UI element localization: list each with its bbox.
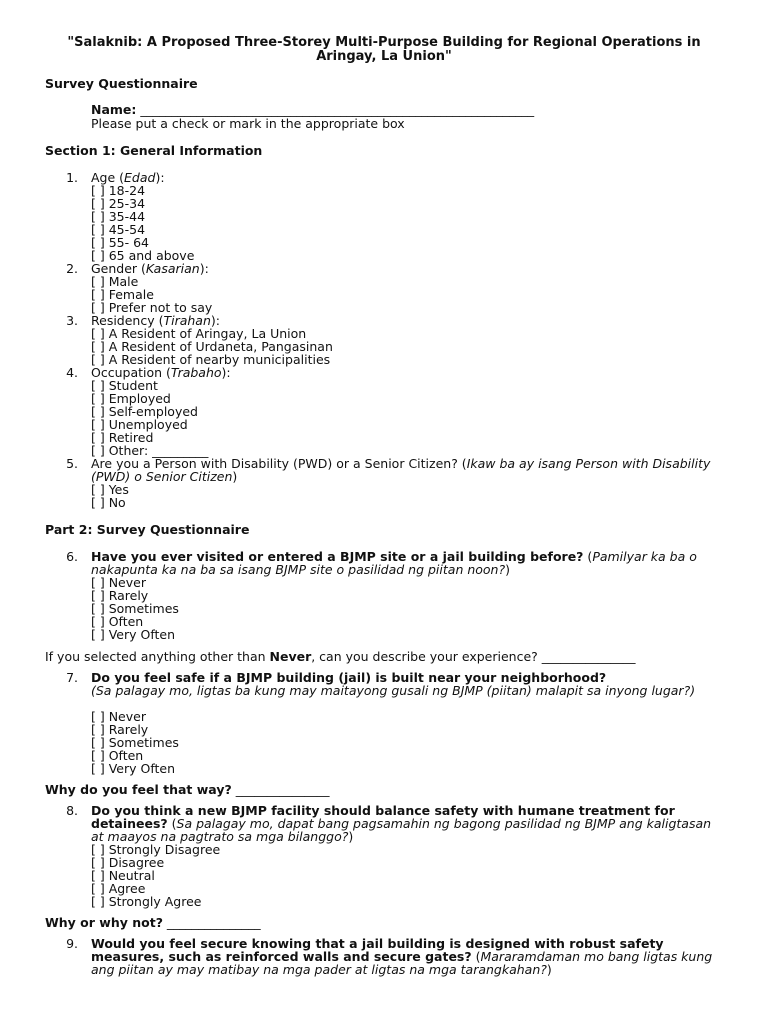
option-checkbox[interactable]: [ ] Never bbox=[91, 709, 146, 724]
survey-subtitle: Survey Questionnaire bbox=[45, 76, 198, 91]
followup-why-or-why-not[interactable]: Why or why not? _______________ bbox=[45, 915, 261, 930]
option-checkbox[interactable]: [ ] Self-employed bbox=[91, 404, 198, 419]
section-1-heading: Section 1: General Information bbox=[45, 143, 263, 158]
option-checkbox[interactable]: [ ] Often bbox=[91, 748, 144, 763]
option-checkbox[interactable]: [ ] No bbox=[91, 495, 126, 510]
question-number: 3. bbox=[66, 313, 78, 328]
option-checkbox[interactable]: [ ] Agree bbox=[91, 881, 146, 896]
question-age: Age (Edad): bbox=[91, 170, 165, 185]
option-checkbox[interactable]: [ ] A Resident of Urdaneta, Pangasinan bbox=[91, 339, 333, 354]
option-checkbox[interactable]: [ ] Sometimes bbox=[91, 601, 179, 616]
question-feel-safe: Do you feel safe if a BJMP building (jail) is built near your neighborhood? (Sa palagay mo, ligtas ba kung may maitayong gusali ng BJMP (piitan) malapit sa inyong lugar?) bbox=[91, 670, 696, 698]
option-checkbox[interactable]: [ ] 18-24 bbox=[91, 183, 146, 198]
question-visited-bjmp: Have you ever visited or entered a BJMP site or a jail building before? (Pamilyar ka ba o nakapunta ka na ba sa isang BJMP site o pasilidad ng piitan noon?) bbox=[91, 549, 697, 577]
name-row bbox=[91, 103, 534, 116]
option-checkbox[interactable]: [ ] 25-34 bbox=[91, 196, 146, 211]
question-number: 6. bbox=[66, 549, 78, 564]
followup-why-feel[interactable]: Why do you feel that way? _______________ bbox=[45, 782, 330, 797]
option-checkbox[interactable]: [ ] Male bbox=[91, 274, 139, 289]
question-occupation: Occupation (Trabaho): bbox=[91, 365, 231, 380]
question-number: 2. bbox=[66, 261, 78, 276]
option-checkbox[interactable]: [ ] Often bbox=[91, 614, 144, 629]
option-checkbox[interactable]: [ ] A Resident of Aringay, La Union bbox=[91, 326, 307, 341]
question-number: 5. bbox=[66, 456, 78, 471]
document-title: "Salaknib: A Proposed Three-Storey Multi-Purpose Building for Regional Operations in Aringay, La Union" bbox=[67, 35, 701, 64]
option-checkbox[interactable]: [ ] Very Often bbox=[91, 761, 176, 776]
option-checkbox[interactable]: [ ] Female bbox=[91, 287, 154, 302]
question-gender: Gender (Kasarian): bbox=[91, 261, 209, 276]
option-checkbox[interactable]: [ ] 55- 64 bbox=[91, 235, 149, 250]
question-residency: Residency (Tirahan): bbox=[91, 313, 220, 328]
option-checkbox[interactable]: [ ] Retired bbox=[91, 430, 154, 445]
question-number: 1. bbox=[66, 170, 78, 185]
option-checkbox[interactable]: [ ] Employed bbox=[91, 391, 171, 406]
option-checkbox[interactable]: [ ] Strongly Agree bbox=[91, 894, 202, 909]
option-checkbox[interactable]: [ ] Unemployed bbox=[91, 417, 188, 432]
name-blank[interactable]: _______________________________________________________________ bbox=[140, 102, 535, 117]
option-checkbox[interactable]: [ ] Prefer not to say bbox=[91, 300, 213, 315]
option-checkbox[interactable]: [ ] Sometimes bbox=[91, 735, 179, 750]
option-checkbox[interactable]: [ ] A Resident of nearby municipalities bbox=[91, 352, 331, 367]
instruction-text: Please put a check or mark in the appropriate box bbox=[91, 116, 405, 131]
question-balance-safety: Do you think a new BJMP facility should balance safety with humane treatment for detainees? (Sa palagay mo, dapat bang pagsamahin ng bagong pasilidad ng BJMP ang kaligtasan at maayos na pagtrato sa mga bilanggo?) bbox=[91, 803, 712, 844]
option-checkbox[interactable]: [ ] Very Often bbox=[91, 627, 176, 642]
question-number: 9. bbox=[66, 936, 78, 951]
option-checkbox[interactable]: [ ] 35-44 bbox=[91, 209, 146, 224]
option-checkbox[interactable]: [ ] Other: _________ bbox=[91, 443, 209, 458]
option-checkbox[interactable]: [ ] Yes bbox=[91, 482, 129, 497]
question-number: 4. bbox=[66, 365, 78, 380]
option-checkbox[interactable]: [ ] Rarely bbox=[91, 588, 149, 603]
option-checkbox[interactable]: [ ] Neutral bbox=[91, 868, 155, 883]
part-2-heading: Part 2: Survey Questionnaire bbox=[45, 522, 250, 537]
option-checkbox[interactable]: [ ] Rarely bbox=[91, 722, 149, 737]
option-checkbox[interactable]: [ ] Strongly Disagree bbox=[91, 842, 221, 857]
question-number: 7. bbox=[66, 670, 78, 685]
option-checkbox[interactable]: [ ] Never bbox=[91, 575, 146, 590]
followup-experience[interactable]: If you selected anything other than Never, can you describe your experience? _______________ bbox=[45, 649, 636, 664]
option-checkbox[interactable]: [ ] Student bbox=[91, 378, 158, 393]
question-feel-secure: Would you feel secure knowing that a jail building is designed with robust safety measures, such as reinforced walls and secure gates? (Mararamdaman mo bang ligtas kung ang piitan ay may matibay na mga pader at ligtas na mga tarangkahan?) bbox=[91, 936, 713, 977]
name-label: Name: bbox=[91, 102, 137, 117]
option-checkbox[interactable]: [ ] 45-54 bbox=[91, 222, 146, 237]
option-checkbox[interactable]: [ ] Disagree bbox=[91, 855, 165, 870]
question-pwd: Are you a Person with Disability (PWD) or a Senior Citizen? (Ikaw ba ay isang Person with Disability (PWD) o Senior Citizen) bbox=[91, 456, 711, 484]
question-number: 8. bbox=[66, 803, 78, 818]
option-checkbox[interactable]: [ ] 65 and above bbox=[91, 248, 195, 263]
